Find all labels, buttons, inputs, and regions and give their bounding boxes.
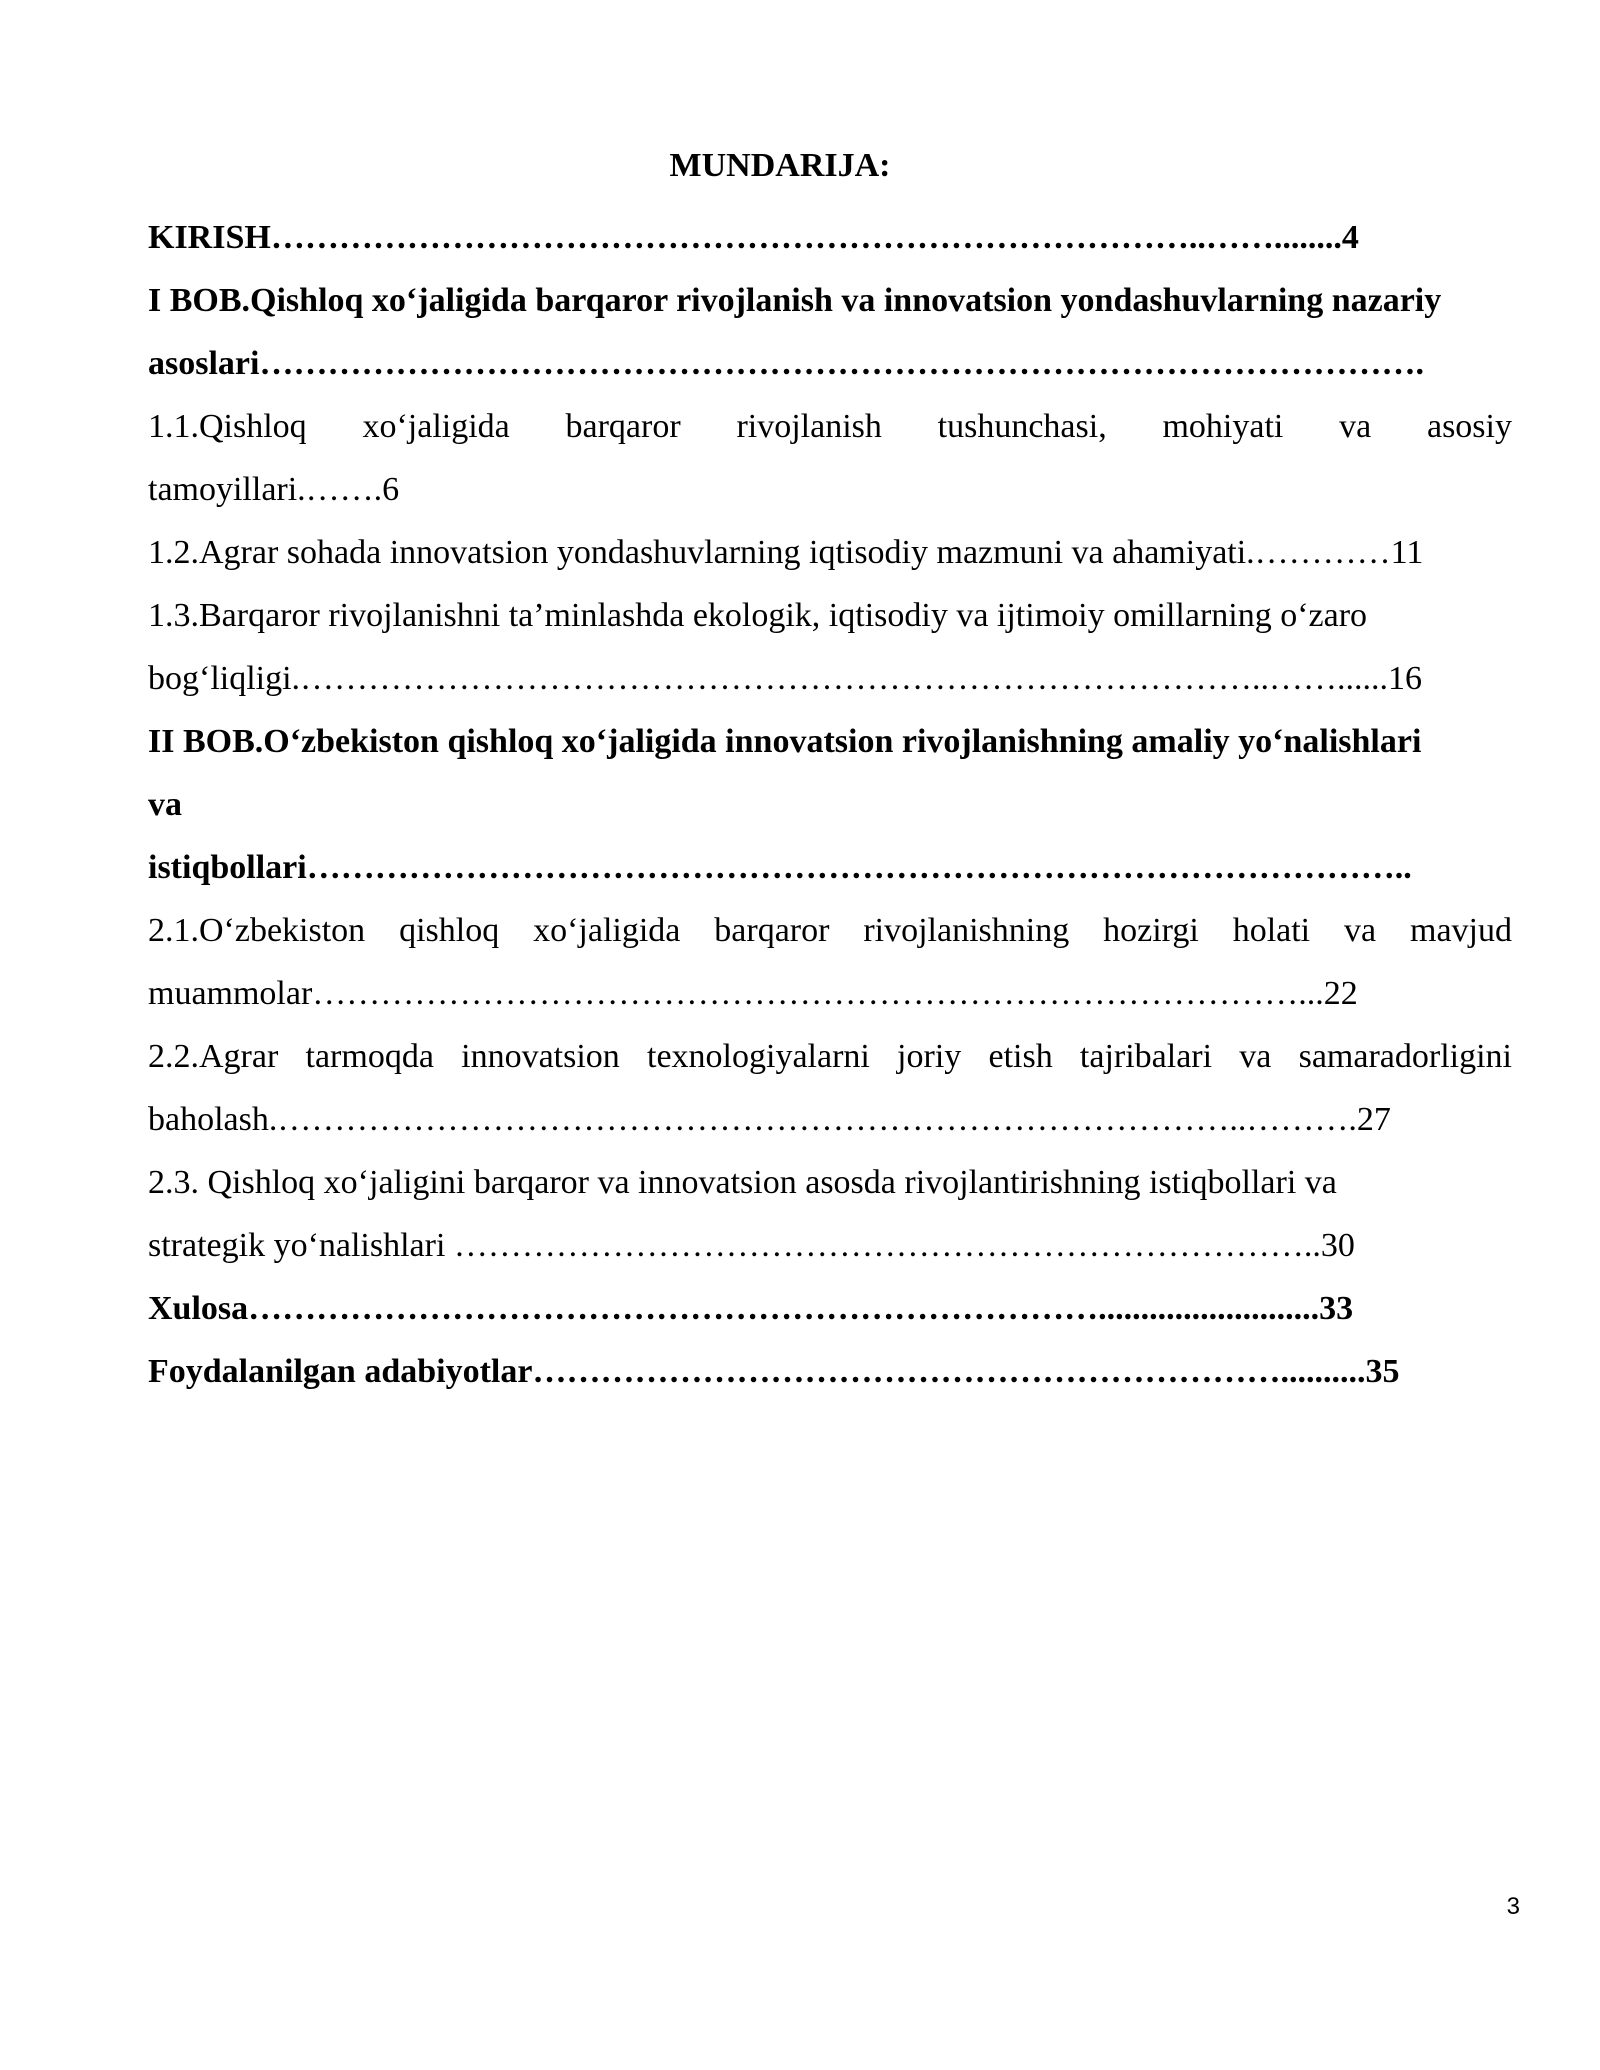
toc-section-1-2[interactable]: 1.2.Agrar sohada innovatsion yondashuvlarning iqtisodiy mazmuni va ahamiyati.…………11 <box>148 534 1424 571</box>
toc-section-2-1-cont[interactable]: muammolar……………………………………………………………………………...22 <box>148 975 1358 1012</box>
toc-chapter-2-title-cont-2[interactable]: istiqbollari…………………………………………………………………………………….. <box>148 849 1412 886</box>
toc-section-2-3[interactable]: 2.3. Qishloq xo‘jaligini barqaror va innovatsion asosda rivojlantirishning istiqbollari va <box>148 1164 1337 1201</box>
page-number: 3 <box>1506 1893 1520 1920</box>
toc-entry-xulosa[interactable]: Xulosa…………………………………………………………………..........................33 <box>148 1290 1354 1327</box>
toc-section-2-3-cont[interactable]: strategik yo‘nalishlari …………………………………………………………………..30 <box>148 1227 1355 1264</box>
table-of-contents <box>148 206 1512 1403</box>
toc-chapter-2-title-cont[interactable]: va <box>148 786 182 823</box>
toc-section-1-3-cont[interactable]: bog‘liqligi.…………………………………………………………………………..……......16 <box>148 660 1423 697</box>
toc-section-1-3[interactable]: 1.3.Barqaror rivojlanishni ta’minlashda ekologik, iqtisodiy va ijtimoiy omillarning o‘zaro <box>148 597 1368 634</box>
toc-title: MUNDARIJA: <box>669 147 891 184</box>
toc-section-2-1[interactable]: 2.1.O‘zbekiston qishloq xo‘jaligida barqaror rivojlanishning hozirgi holati va mavjud <box>148 912 1512 949</box>
toc-section-2-2[interactable]: 2.2.Agrar tarmoqda innovatsion texnologiyalarni joriy etish tajribalari va samaradorligini <box>148 1038 1512 1075</box>
toc-section-1-1-cont[interactable]: tamoyillari.…….6 <box>148 471 400 508</box>
toc-section-2-2-cont[interactable]: baholash.…………………………………………………………………………..……….27 <box>148 1101 1391 1138</box>
toc-section-1-1[interactable]: 1.1.Qishloq xo‘jaligida barqaror rivojlanish tushunchasi, mohiyati va asosiy <box>148 408 1512 445</box>
toc-chapter-1-title[interactable]: I BOB.Qishloq xo‘jaligida barqaror rivojlanish va innovatsion yondashuvlarning nazariy <box>148 282 1442 319</box>
toc-chapter-1-title-cont[interactable]: asoslari…………………………………………………………………………………………. <box>148 345 1424 382</box>
toc-chapter-2-title[interactable]: II BOB.O‘zbekiston qishloq xo‘jaligida innovatsion rivojlanishning amaliy yo‘nalishlari <box>148 723 1422 760</box>
toc-entry-adabiyotlar[interactable]: Foydalanilgan adabiyotlar…………………………………………………………..........35 <box>148 1353 1400 1390</box>
toc-entry-kirish[interactable]: KIRISH………………………………………………………………………..……........4 <box>148 219 1359 256</box>
